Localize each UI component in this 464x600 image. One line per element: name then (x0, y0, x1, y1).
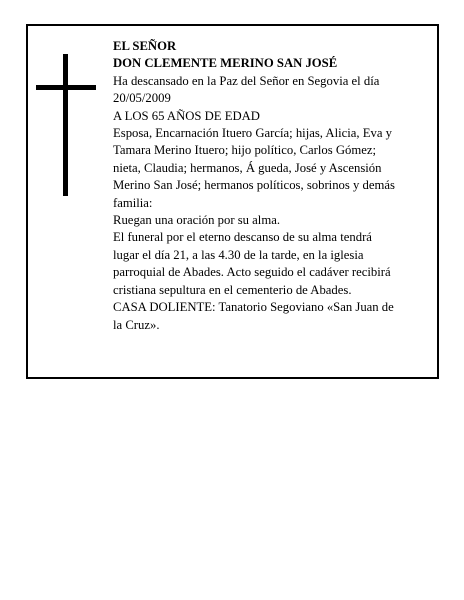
family-line: nieta, Claudia; hermanos, Á gueda, José y Ascensión (113, 160, 382, 175)
title-line: EL SEÑOR (113, 39, 177, 53)
funeral-line: El funeral por el eterno descanso de su alma tendrá (113, 230, 372, 245)
family-line: familia: (113, 195, 153, 210)
family-line: Merino San José; hermanos políticos, sobrinos y demás (113, 178, 395, 193)
death-announcement-line-1: Ha descansado en la Paz del Señor en Segovia el día (113, 73, 380, 88)
family-line: Esposa, Encarnación Ituero García; hijas, Alicia, Eva y (113, 126, 393, 141)
age-line: A LOS 65 AÑOS DE EDAD (113, 108, 260, 123)
funeral-line: lugar el día 21, a las 4.30 de la tarde, en la iglesia (113, 247, 364, 262)
obituary-text (113, 38, 448, 334)
family-line: Tamara Merino Ituero; hijo político, Carlos Gómez; (113, 143, 377, 158)
prayer-request: Ruegan una oración por su alma. (113, 213, 281, 228)
mourning-house-line: la Cruz». (113, 317, 160, 332)
funeral-line: cristiana sepultura en el cementerio de Abades. (113, 282, 352, 297)
cross-horizontal-bar (36, 85, 96, 90)
latin-cross-icon (36, 54, 96, 196)
deceased-name: DON CLEMENTE MERINO SAN JOSÉ (113, 56, 338, 71)
death-date: 20/05/2009 (113, 91, 171, 106)
funeral-line: parroquial de Abades. Acto seguido el cadáver recibirá (113, 265, 391, 280)
cross-vertical-bar (63, 54, 68, 196)
mourning-house-line: CASA DOLIENTE: Tanatorio Segoviano «San Juan de (113, 300, 394, 315)
